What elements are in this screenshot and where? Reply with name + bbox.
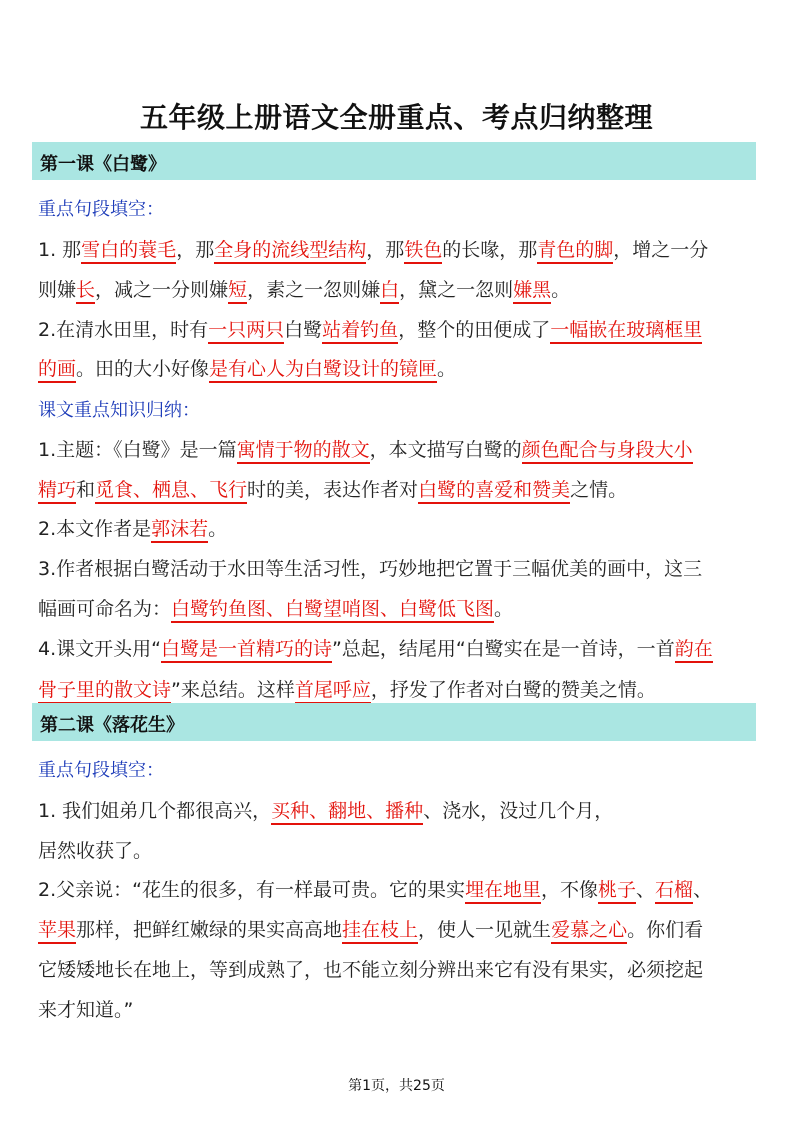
text-segment: ，本文描写白鹭的: [369, 439, 522, 461]
text-segment: 来才知道。”: [38, 999, 134, 1021]
lesson-2-sentence-fill-heading: 重点句段填空：: [38, 760, 164, 781]
text-line: [38, 594, 513, 621]
text-line: [38, 354, 456, 381]
text-segment: ，那: [176, 239, 215, 261]
answer-highlight: 桃子: [598, 879, 636, 904]
text-segment: 、: [636, 879, 656, 901]
text-line: [38, 514, 227, 541]
answer-highlight: 站着钓鱼: [322, 319, 398, 344]
answer-highlight: 是有心人为白鹭设计的镜匣: [209, 358, 437, 383]
text-segment: 和: [76, 479, 96, 501]
text-segment: ，素之一忽则嫌: [247, 279, 381, 301]
text-segment: ”来总结。这样: [171, 679, 295, 701]
text-segment: ，不像: [541, 879, 599, 901]
text-segment: 。: [494, 598, 514, 620]
text-segment: 。田的大小好像: [76, 358, 210, 380]
answer-highlight: 白鹭钓鱼图、白鹭望哨图、白鹭低飞图: [171, 598, 494, 623]
answer-highlight: 苹果: [38, 919, 76, 944]
text-line: [38, 435, 693, 462]
answer-highlight: 觅食、栖息、飞行: [95, 479, 247, 504]
answer-highlight: 铁色: [404, 239, 442, 264]
text-segment: 。: [437, 358, 457, 380]
text-segment: ，整个的田便成了: [398, 319, 551, 341]
answer-highlight: 白鹭的喜爱和赞美: [418, 479, 570, 504]
answer-highlight: 青色的脚: [537, 239, 613, 264]
answer-highlight: 全身的流线型结构: [214, 239, 366, 264]
text-line: [38, 995, 133, 1022]
text-segment: 1. 那: [38, 239, 82, 261]
text-segment: 它矮矮地长在地上，等到成熟了，也不能立刻分辨出来它有没有果实，必须挖起: [38, 959, 704, 981]
answer-highlight: 石榴: [655, 879, 693, 904]
answer-highlight: 长: [76, 279, 95, 304]
text-segment: 。: [208, 518, 228, 540]
lesson-1-knowledge-heading: 课文重点知识归纳：: [38, 400, 200, 421]
text-segment: ，黛之一忽则: [399, 279, 514, 301]
lesson-1-heading-band: [32, 142, 756, 180]
text-segment: 则嫌: [38, 279, 77, 301]
text-segment: 2.在清水田里，时有: [38, 319, 209, 341]
text-segment: 2.父亲说：“花生的很多，有一样最可贵。它的果实: [38, 879, 465, 901]
text-line: [38, 955, 703, 982]
text-line: [38, 875, 712, 902]
text-line: [38, 475, 627, 502]
lesson-1-sentence-fill-heading: 重点句段填空：: [38, 199, 164, 220]
text-segment: ，抒发了作者对白鹭的赞美之情。: [370, 679, 656, 701]
answer-highlight: 郭沫若: [151, 518, 208, 543]
text-segment: 时的美，表达作者对: [247, 479, 419, 501]
text-segment: ，那: [366, 239, 405, 261]
text-segment: ，减之一分则嫌: [95, 279, 229, 301]
text-line: [38, 315, 702, 342]
text-line: [38, 836, 152, 863]
text-line: [38, 634, 713, 661]
text-segment: 1.主题：《白鹭》是一篇: [38, 439, 237, 461]
text-segment: 的长喙，那: [442, 239, 538, 261]
answer-highlight: 短: [228, 279, 247, 304]
text-segment: 。: [551, 279, 571, 301]
answer-highlight: 爱慕之心: [551, 919, 627, 944]
answer-highlight: 一幅嵌在玻璃框里: [550, 319, 702, 344]
text-segment: 居然收获了。: [38, 840, 153, 862]
text-segment: 4.课文开头用“: [38, 638, 161, 660]
answer-highlight: 颜色配合与身段大小: [522, 439, 693, 464]
text-segment: 、浇水，没过几个月，: [423, 800, 614, 822]
text-line: [38, 554, 702, 581]
text-line: [38, 275, 570, 302]
text-segment: 2.本文作者是: [38, 518, 152, 540]
answer-highlight: 寓情于物的散文: [237, 439, 370, 464]
answer-highlight: 白: [380, 279, 399, 304]
answer-highlight: 的画: [38, 358, 76, 383]
text-segment: 、: [693, 879, 713, 901]
answer-highlight: 韵在: [675, 638, 713, 663]
text-segment: ，增之一分: [613, 239, 709, 261]
answer-highlight: 埋在地里: [465, 879, 541, 904]
text-line: [38, 235, 708, 262]
answer-highlight: 骨子里的散文诗: [38, 679, 171, 704]
answer-highlight: 买种、翻地、播种: [271, 800, 423, 825]
answer-highlight: 白鹭是一首精巧的诗: [161, 638, 332, 663]
text-line: [38, 675, 656, 702]
text-segment: 。你们看: [627, 919, 704, 941]
answer-highlight: 嫌黑: [513, 279, 551, 304]
text-segment: 那样，把鲜红嫩绿的果实高高地: [76, 919, 343, 941]
text-segment: 幅画可命名为：: [38, 598, 172, 620]
lesson-2-heading: 第二课《落花生》: [40, 715, 184, 736]
text-segment: ，使人一见就生: [418, 919, 552, 941]
lesson-2-heading-band: [32, 703, 756, 741]
text-line: [38, 796, 613, 823]
text-segment: 白鹭: [284, 319, 323, 341]
text-segment: 3.作者根据白鹭活动于水田等生活习性，巧妙地把它置于三幅优美的画中，这三: [38, 558, 703, 580]
lesson-1-heading: 第一课《白鹭》: [40, 154, 166, 175]
page-title: 五年级上册语文全册重点、考点归纳整理: [139, 101, 653, 134]
answer-highlight: 首尾呼应: [295, 679, 371, 704]
answer-highlight: 精巧: [38, 479, 76, 504]
answer-highlight: 一只两只: [208, 319, 284, 344]
text-segment: 1. 我们姐弟几个都很高兴，: [38, 800, 272, 822]
page-footer: 第1页，共25页: [348, 1078, 445, 1094]
answer-highlight: 雪白的蓑毛: [81, 239, 176, 264]
text-line: [38, 915, 703, 942]
text-segment: 之情。: [570, 479, 628, 501]
text-segment: ”总起，结尾用“白鹭实在是一首诗，一首: [332, 638, 675, 660]
answer-highlight: 挂在枝上: [342, 919, 418, 944]
